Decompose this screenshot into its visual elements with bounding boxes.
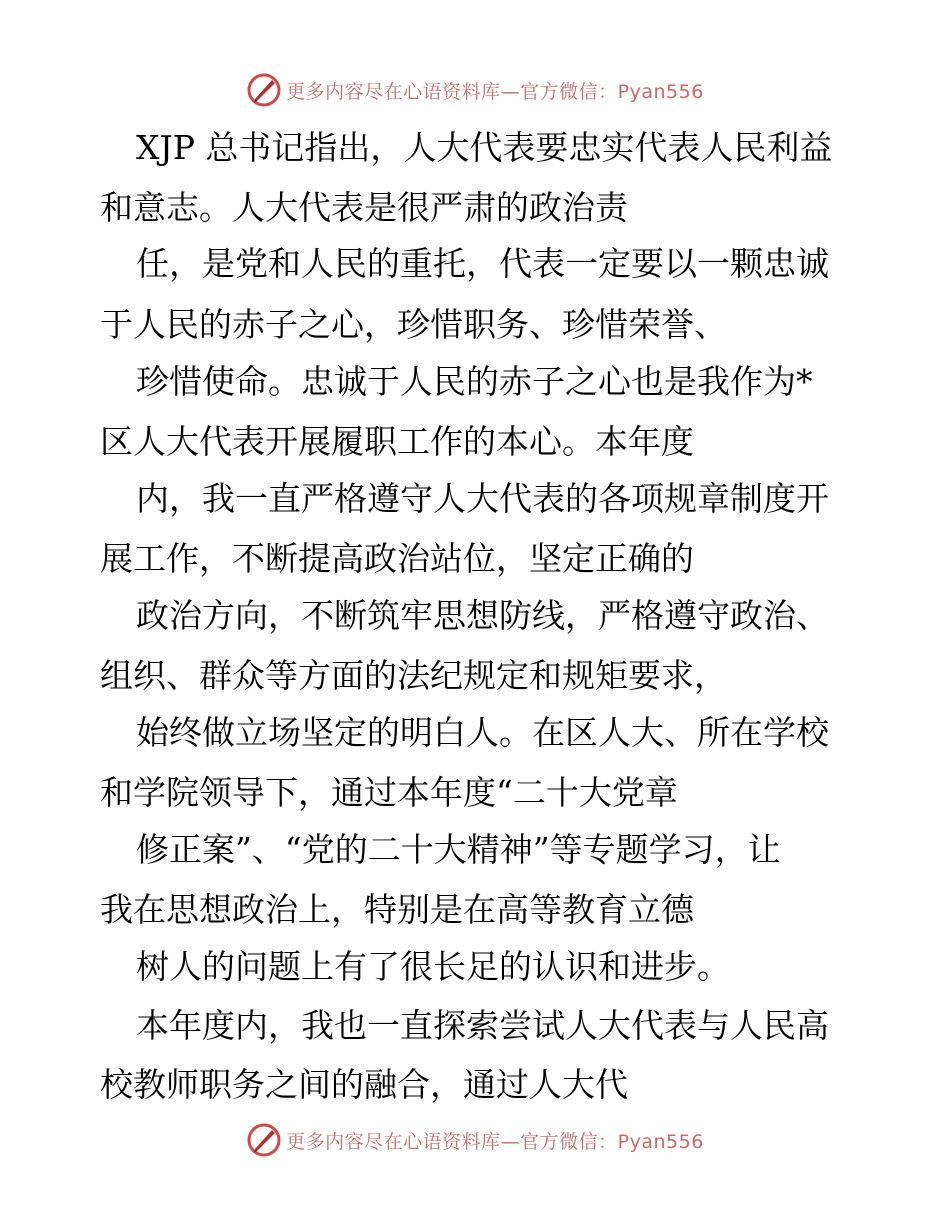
text-line: 树人的问题上有了很长足的认识和进步。 bbox=[136, 947, 730, 986]
text-line: 组织、群众等方面的法纪规定和规矩要求， bbox=[100, 656, 727, 695]
text-line: XJP 总书记指出，人大代表要忠实代表人民利益 bbox=[136, 128, 833, 167]
text-line: 展工作，不断提高政治站位，坚定正确的 bbox=[100, 539, 694, 578]
text-line: 政治方向，不断筑牢思想防线，严格遵守政治、 bbox=[136, 596, 829, 635]
header-watermark bbox=[0, 68, 950, 112]
text-line: 任，是党和人民的重托，代表一定要以一颗忠诚 bbox=[136, 244, 829, 283]
watermark-text: 更多内容尽在心语资料库—官方微信：Pyan556 bbox=[286, 80, 704, 103]
watermark-text: 更多内容尽在心语资料库—官方微信：Pyan556 bbox=[286, 1130, 704, 1153]
text-line: 本年度内，我也一直探索尝试人大代表与人民高 bbox=[136, 1006, 829, 1045]
text-line: 和意志。人大代表是很严肃的政治责 bbox=[100, 188, 628, 227]
text-line: 内，我一直严格遵守人大代表的各项规章制度开 bbox=[136, 479, 829, 518]
footer-watermark bbox=[0, 1118, 950, 1162]
text-line: 修正案”、“党的二十大精神”等专题学习，让 bbox=[136, 830, 781, 869]
quill-pen-logo-icon bbox=[246, 72, 282, 108]
text-line: 和学院领导下，通过本年度“二十大党章 bbox=[100, 773, 678, 812]
text-line: 校教师职务之间的融合，通过人大代 bbox=[100, 1065, 628, 1104]
text-line: 始终做立场坚定的明白人。在区人大、所在学校 bbox=[136, 713, 829, 752]
text-line: 我在思想政治上，特别是在高等教育立德 bbox=[100, 890, 694, 929]
text-line: 珍惜使命。忠诚于人民的赤子之心也是我作为* bbox=[136, 362, 813, 401]
text-line: 区人大代表开展履职工作的本心。本年度 bbox=[100, 422, 694, 461]
quill-pen-logo-icon bbox=[246, 1122, 282, 1158]
text-line: 于人民的赤子之心，珍惜职务、珍惜荣誉、 bbox=[100, 305, 727, 344]
